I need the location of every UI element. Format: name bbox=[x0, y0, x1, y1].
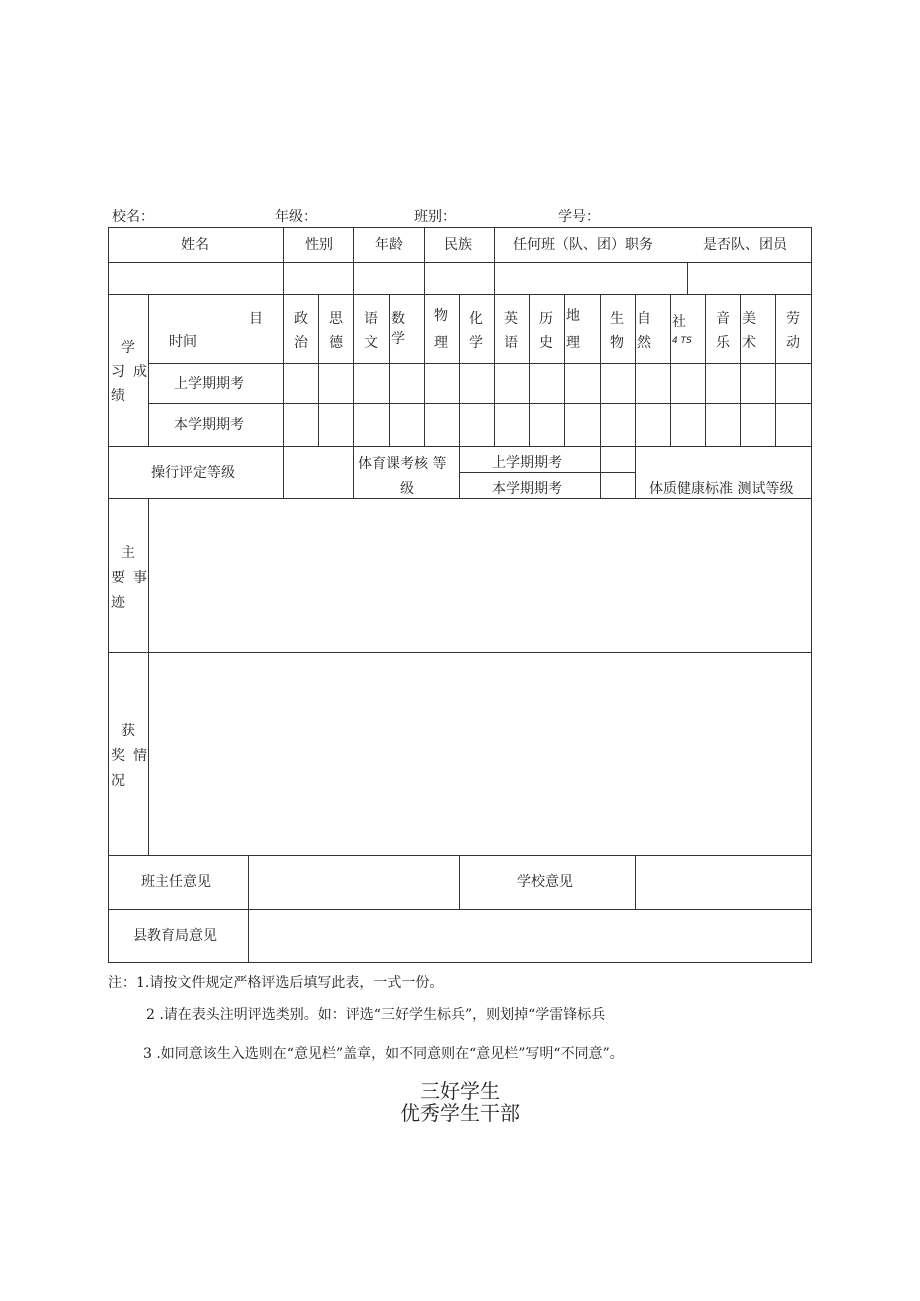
grid-line bbox=[108, 652, 812, 653]
ethnicity-header: 民族 bbox=[444, 237, 472, 253]
fitness-label: 体质健康标准 测试等级 bbox=[649, 481, 794, 497]
title-merit-student: 三好学生 bbox=[420, 1079, 500, 1103]
school-opinion-label: 学校意见 bbox=[517, 874, 573, 890]
subject-char: 语 bbox=[504, 335, 518, 351]
subject-char: 史 bbox=[539, 335, 553, 351]
scores-side-label: 习 bbox=[111, 364, 125, 380]
grid-line bbox=[635, 294, 636, 446]
deeds-label: 主 bbox=[121, 545, 135, 561]
note-2: 2 .请在表头注明评选类别。如：评选“三好学生标兵”，则划掉“学雷锋标兵 bbox=[146, 1007, 606, 1023]
subject-char: 文 bbox=[364, 335, 378, 351]
grid-line bbox=[687, 262, 688, 294]
grid-line bbox=[459, 855, 460, 909]
subject-char: 物 bbox=[434, 308, 448, 324]
deeds-label: 要 bbox=[111, 570, 125, 586]
grid-line bbox=[353, 294, 354, 446]
grid-line bbox=[459, 472, 635, 473]
grid-line bbox=[108, 446, 812, 447]
subject-char: 物 bbox=[610, 335, 624, 351]
awards-label: 况 bbox=[111, 773, 125, 789]
grid-line bbox=[148, 294, 149, 446]
grid-line bbox=[108, 909, 812, 910]
grid-line bbox=[108, 227, 109, 963]
student-no-label: 学号： bbox=[558, 209, 600, 225]
grid-line bbox=[740, 294, 741, 446]
position-header: 任何班（队、团）职务 bbox=[513, 237, 653, 253]
grid-line bbox=[600, 446, 601, 498]
teacher-opinion-label: 班主任意见 bbox=[141, 874, 211, 890]
time-corner-label: 时间 bbox=[169, 334, 197, 350]
grid-line bbox=[148, 403, 812, 404]
grid-line bbox=[108, 227, 812, 228]
grid-line bbox=[775, 294, 776, 446]
grid-line bbox=[811, 227, 812, 963]
subject-char: 动 bbox=[786, 335, 800, 351]
subject-char: 英 bbox=[504, 311, 518, 327]
subject-char: 自 bbox=[637, 311, 651, 327]
awards-label: 奖 bbox=[111, 748, 125, 764]
grid-line bbox=[670, 294, 671, 446]
this-term-label: 本学期期考 bbox=[174, 417, 244, 433]
deeds-label: 事 bbox=[133, 570, 147, 586]
subject-char: 历 bbox=[539, 311, 553, 327]
pe-label: 体育课考核 等 bbox=[358, 456, 447, 472]
grade-label: 年级： bbox=[275, 209, 317, 225]
subject-char: 理 bbox=[434, 335, 448, 351]
grid-line bbox=[108, 498, 812, 499]
bureau-opinion-label: 县教育局意见 bbox=[133, 928, 217, 944]
subject-char: 音 bbox=[716, 311, 730, 327]
subject-char: 然 bbox=[637, 335, 651, 351]
grid-line bbox=[424, 227, 425, 294]
grid-line bbox=[248, 855, 249, 962]
subject-char: 化 bbox=[469, 311, 483, 327]
subject-char: 德 bbox=[329, 335, 343, 351]
scores-side-label: 成 bbox=[133, 364, 147, 380]
subject-char: 地 bbox=[566, 308, 580, 324]
grid-line bbox=[108, 855, 812, 856]
subject-char: 思 bbox=[329, 311, 343, 327]
grid-line bbox=[494, 227, 495, 294]
note-3: 3 .如同意该生入选则在“意见栏”盖章，如不同意则在“意见栏”写明“不同意”。 bbox=[143, 1046, 624, 1062]
subject-char: 学 bbox=[391, 331, 405, 347]
subject-corner-label: 目 bbox=[249, 311, 263, 327]
grid-line bbox=[108, 962, 812, 963]
grid-line bbox=[389, 294, 390, 446]
grid-line bbox=[283, 294, 284, 446]
last-term-label: 上学期期考 bbox=[174, 376, 244, 392]
deeds-label: 迹 bbox=[111, 595, 125, 611]
grid-line bbox=[108, 262, 812, 263]
age-header: 年龄 bbox=[375, 237, 403, 253]
note-1: 注：1.请按文件规定严格评选后填写此表，一式一份。 bbox=[108, 975, 444, 991]
grid-line bbox=[283, 446, 284, 498]
scores-side-label: 学 bbox=[121, 340, 135, 356]
class-label: 班别： bbox=[414, 209, 456, 225]
subject-char: 4 TS bbox=[672, 336, 692, 346]
grid-line bbox=[148, 498, 149, 855]
grid-line bbox=[353, 446, 354, 498]
subject-char: 社 bbox=[672, 314, 686, 330]
grid-line bbox=[108, 294, 812, 295]
grid-line bbox=[283, 227, 284, 294]
subject-char: 乐 bbox=[716, 335, 730, 351]
grid-line bbox=[459, 294, 460, 446]
conduct-label: 操行评定等级 bbox=[151, 465, 235, 481]
subject-char: 理 bbox=[566, 335, 580, 351]
grid-line bbox=[148, 363, 812, 364]
name-header: 姓名 bbox=[181, 237, 209, 253]
subject-char: 美 bbox=[742, 311, 756, 327]
grid-line bbox=[494, 294, 495, 446]
pe-label: 级 bbox=[400, 481, 414, 497]
member-header: 是否队、团员 bbox=[703, 237, 787, 253]
grid-line bbox=[318, 294, 319, 446]
school-label: 校名： bbox=[112, 209, 154, 225]
grid-line bbox=[459, 446, 460, 498]
grid-line bbox=[529, 294, 530, 446]
awards-label: 情 bbox=[133, 748, 147, 764]
grid-line bbox=[424, 294, 425, 446]
subject-char: 数 bbox=[391, 311, 405, 327]
grid-line bbox=[353, 227, 354, 294]
grid-line bbox=[635, 855, 636, 909]
subject-char: 语 bbox=[364, 311, 378, 327]
title-student-cadre: 优秀学生干部 bbox=[400, 1101, 520, 1125]
awards-label: 获 bbox=[121, 723, 135, 739]
subject-char: 术 bbox=[742, 335, 756, 351]
grid-line bbox=[705, 294, 706, 446]
pe-this-term: 本学期期考 bbox=[492, 481, 562, 497]
subject-char: 治 bbox=[294, 335, 308, 351]
grid-line bbox=[635, 446, 636, 498]
subject-char: 生 bbox=[610, 311, 624, 327]
pe-last-term: 上学期期考 bbox=[492, 455, 562, 471]
subject-char: 学 bbox=[469, 335, 483, 351]
subject-char: 劳 bbox=[786, 311, 800, 327]
gender-header: 性别 bbox=[305, 237, 333, 253]
scores-side-label: 绩 bbox=[111, 388, 125, 404]
grid-line bbox=[600, 294, 601, 446]
grid-line bbox=[564, 294, 565, 446]
subject-char: 政 bbox=[294, 311, 308, 327]
